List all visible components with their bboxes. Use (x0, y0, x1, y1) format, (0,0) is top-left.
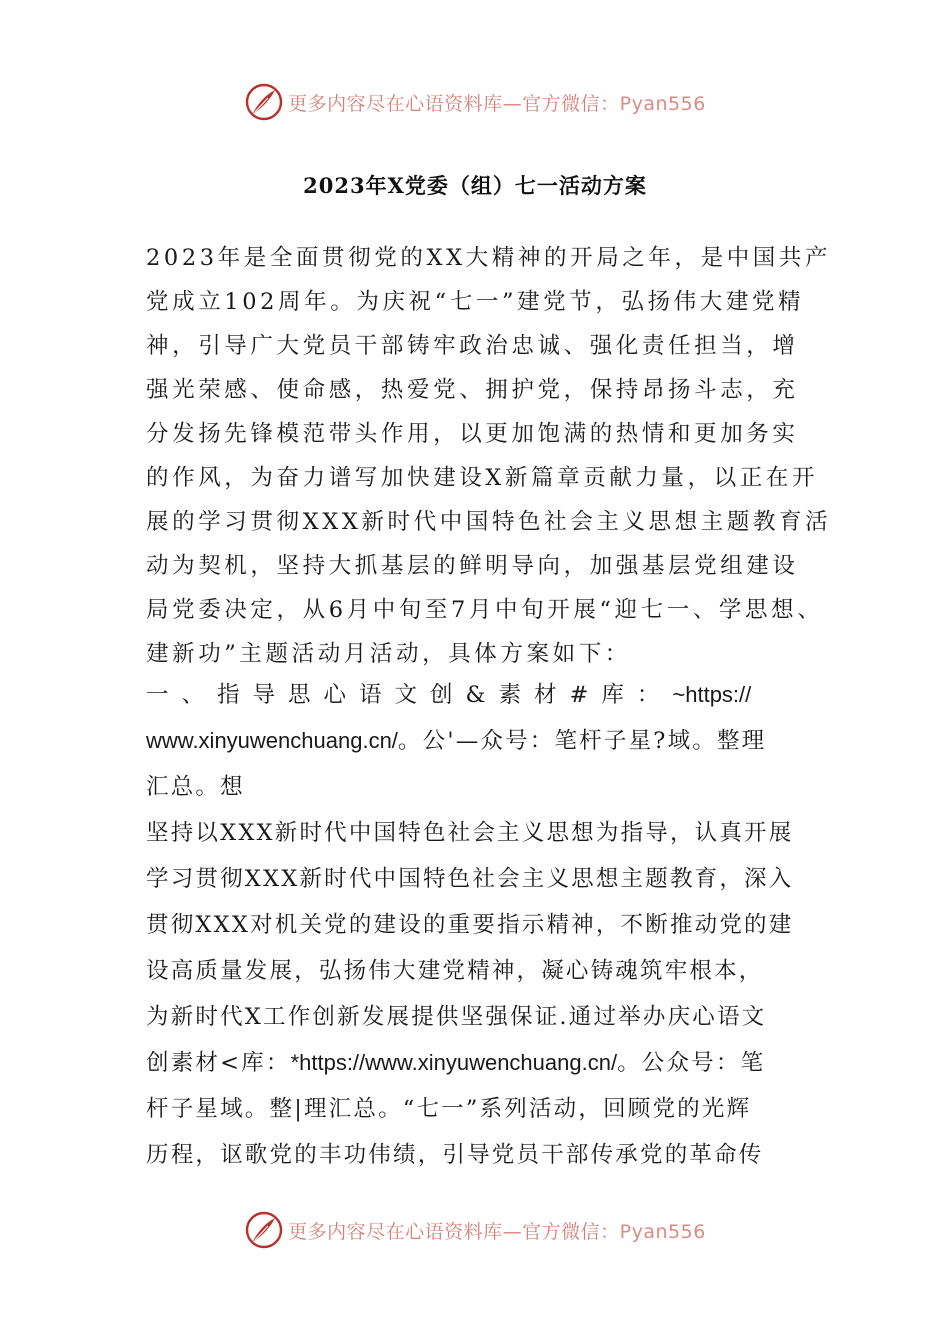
text-line: 分发扬先锋模范带头作用，以更加饱满的热情和更加务实 (146, 421, 799, 447)
watermark-url: ~https:// (672, 682, 752, 707)
text-line: 贯彻XXX对机关党的建设的重要指示精神，不断推动党的建 (146, 912, 794, 938)
text-line: 杆子星域。整|理汇总。“七一”系列活动，回顾党的光辉 (146, 1096, 752, 1122)
header-banner (0, 80, 950, 124)
text-line: 创素材<库：*https://www.xinyuwenchuang.cn/。公众号：笔 (146, 1050, 766, 1076)
quill-logo-icon (244, 82, 284, 122)
text-line: 为新时代X工作创新发展提供坚强保证.通过举办庆心语文 (146, 1004, 767, 1030)
text-line: 2023年是全面贯彻党的XX大精神的开局之年，是中国共产 (146, 245, 832, 271)
quill-logo-icon (244, 1210, 284, 1250)
text-line: 神，引导广大党员干部铸牢政治忠诚、强化责任担当，增 (146, 333, 799, 359)
section1-heading: 一、指导思心语文创&素材#库： (146, 682, 673, 708)
section1-line2: www.xinyuwenchuang.cn/。公'—众号：笔杆子星?域。整理 (146, 728, 767, 754)
footer-banner-text: 更多内容尽在心语资料库—官方微信：Pyan556 (288, 1220, 706, 1243)
footer-banner (0, 1208, 950, 1252)
text-line: 强光荣感、使命感，热爱党、拥护党，保持昂扬斗志，充 (146, 377, 799, 403)
intro-paragraph (146, 236, 832, 676)
section1-heading-block (146, 672, 810, 810)
text-line: 历程，讴歌党的丰功伟绩，引导党员干部传承党的革命传 (146, 1142, 764, 1168)
text-line: 党成立102周年。为庆祝“七一”建党节，弘扬伟大建党精 (146, 289, 805, 315)
header-banner-text: 更多内容尽在心语资料库—官方微信：Pyan556 (288, 92, 706, 115)
text-line: 展的学习贯彻XXX新时代中国特色社会主义思想主题教育活 (146, 509, 832, 535)
text-line: 学习贯彻XXX新时代中国特色社会主义思想主题教育，深入 (146, 866, 794, 892)
text-line: 的作风，为奋力谱写加快建设X新篇章贡献力量，以正在开 (146, 465, 819, 491)
section1-line3: 汇总。想 (146, 774, 245, 800)
text-line: 动为契机，坚持大抓基层的鲜明导向，加强基层党组建设 (146, 553, 799, 579)
section1-heading-line (146, 672, 810, 718)
text-line: 建新功”主题活动月活动，具体方案如下： (146, 641, 631, 667)
text-line: 坚持以XXX新时代中国特色社会主义思想为指导，认真开展 (146, 820, 794, 846)
body-paragraph (146, 810, 810, 1178)
text-line: 设高质量发展，弘扬伟大建党精神，凝心铸魂筑牢根本， (146, 958, 764, 984)
text-line: 局党委决定，从6月中旬至7月中旬开展“迎七一、学思想、 (146, 597, 824, 623)
watermark-url: www.xinyuwenchuang.cn/ (146, 728, 398, 753)
document-title: 2023年X党委（组）七一活动方案 (303, 173, 647, 198)
watermark-url: *https://www.xinyuwenchuang.cn/ (290, 1050, 618, 1075)
